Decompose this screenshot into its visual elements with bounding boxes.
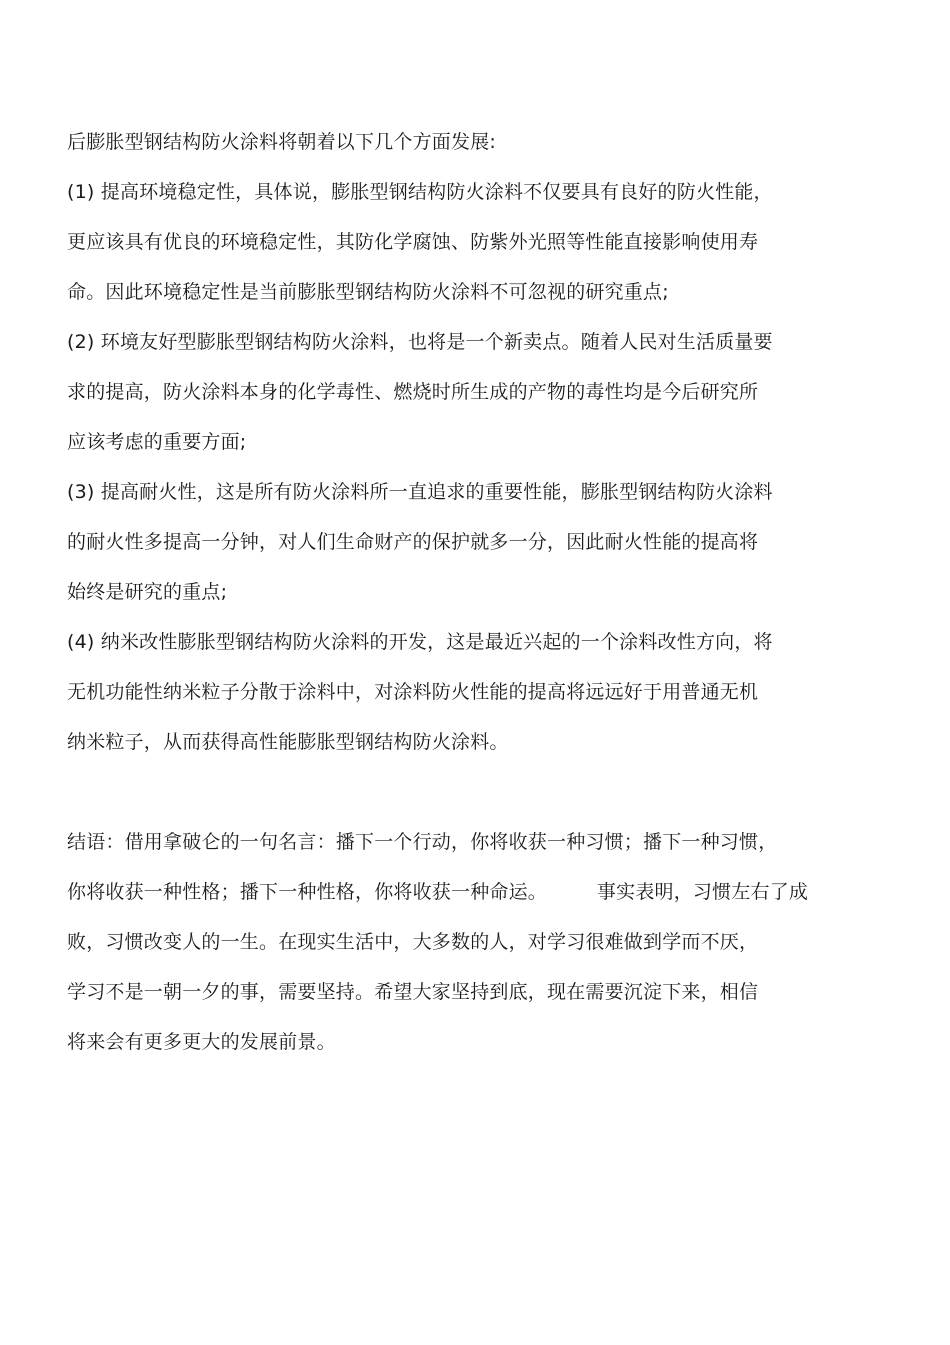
text-line: 后膨胀型钢结构防火涂料将朝着以下几个方面发展: xyxy=(67,131,497,153)
text-line: 学习不是一朝一夕的事，需要坚持。希望大家坚持到底，现在需要沉淀下来，相信 xyxy=(67,981,759,1003)
text-line: 结语：借用拿破仑的一句名言：播下一个行动，你将收获一种习惯；播下一种习惯， xyxy=(67,831,778,853)
text-line: 无机功能性纳米粒子分散于涂料中，对涂料防火性能的提高将远远好于用普通无机 xyxy=(67,681,759,703)
text-line: 将来会有更多更大的发展前景。 xyxy=(67,1031,336,1053)
text-line: 命。因此环境稳定性是当前膨胀型钢结构防火涂料不可忽视的研究重点; xyxy=(67,281,669,303)
text-line: 纳米粒子，从而获得高性能膨胀型钢结构防火涂料。 xyxy=(67,731,509,753)
text-line: 你将收获一种性格；播下一种性格，你将收获一种命运。 事实表明，习惯左右了成 xyxy=(67,881,809,903)
text-line: (4) 纳米改性膨胀型钢结构防火涂料的开发，这是最近兴起的一个涂料改性方向，将 xyxy=(67,631,773,653)
text-line: (2) 环境友好型膨胀型钢结构防火涂料，也将是一个新卖点。随着人民对生活质量要 xyxy=(67,331,773,353)
text-line: 始终是研究的重点; xyxy=(67,581,228,603)
text-line: 求的提高，防火涂料本身的化学毒性、燃烧时所生成的产物的毒性均是今后研究所 xyxy=(67,381,759,403)
text-line: 败，习惯改变人的一生。在现实生活中，大多数的人，对学习很难做到学而不厌， xyxy=(67,931,759,953)
text-line: 更应该具有优良的环境稳定性，其防化学腐蚀、防紫外光照等性能直接影响使用寿 xyxy=(67,231,759,253)
text-line: 的耐火性多提高一分钟，对人们生命财产的保护就多一分，因此耐火性能的提高将 xyxy=(67,531,759,553)
text-line: 应该考虑的重要方面; xyxy=(67,431,247,453)
text-line: (1) 提高环境稳定性，具体说，膨胀型钢结构防火涂料不仅要具有良好的防火性能， xyxy=(67,181,773,203)
text-line: (3) 提高耐火性，这是所有防火涂料所一直追求的重要性能，膨胀型钢结构防火涂料 xyxy=(67,481,773,503)
